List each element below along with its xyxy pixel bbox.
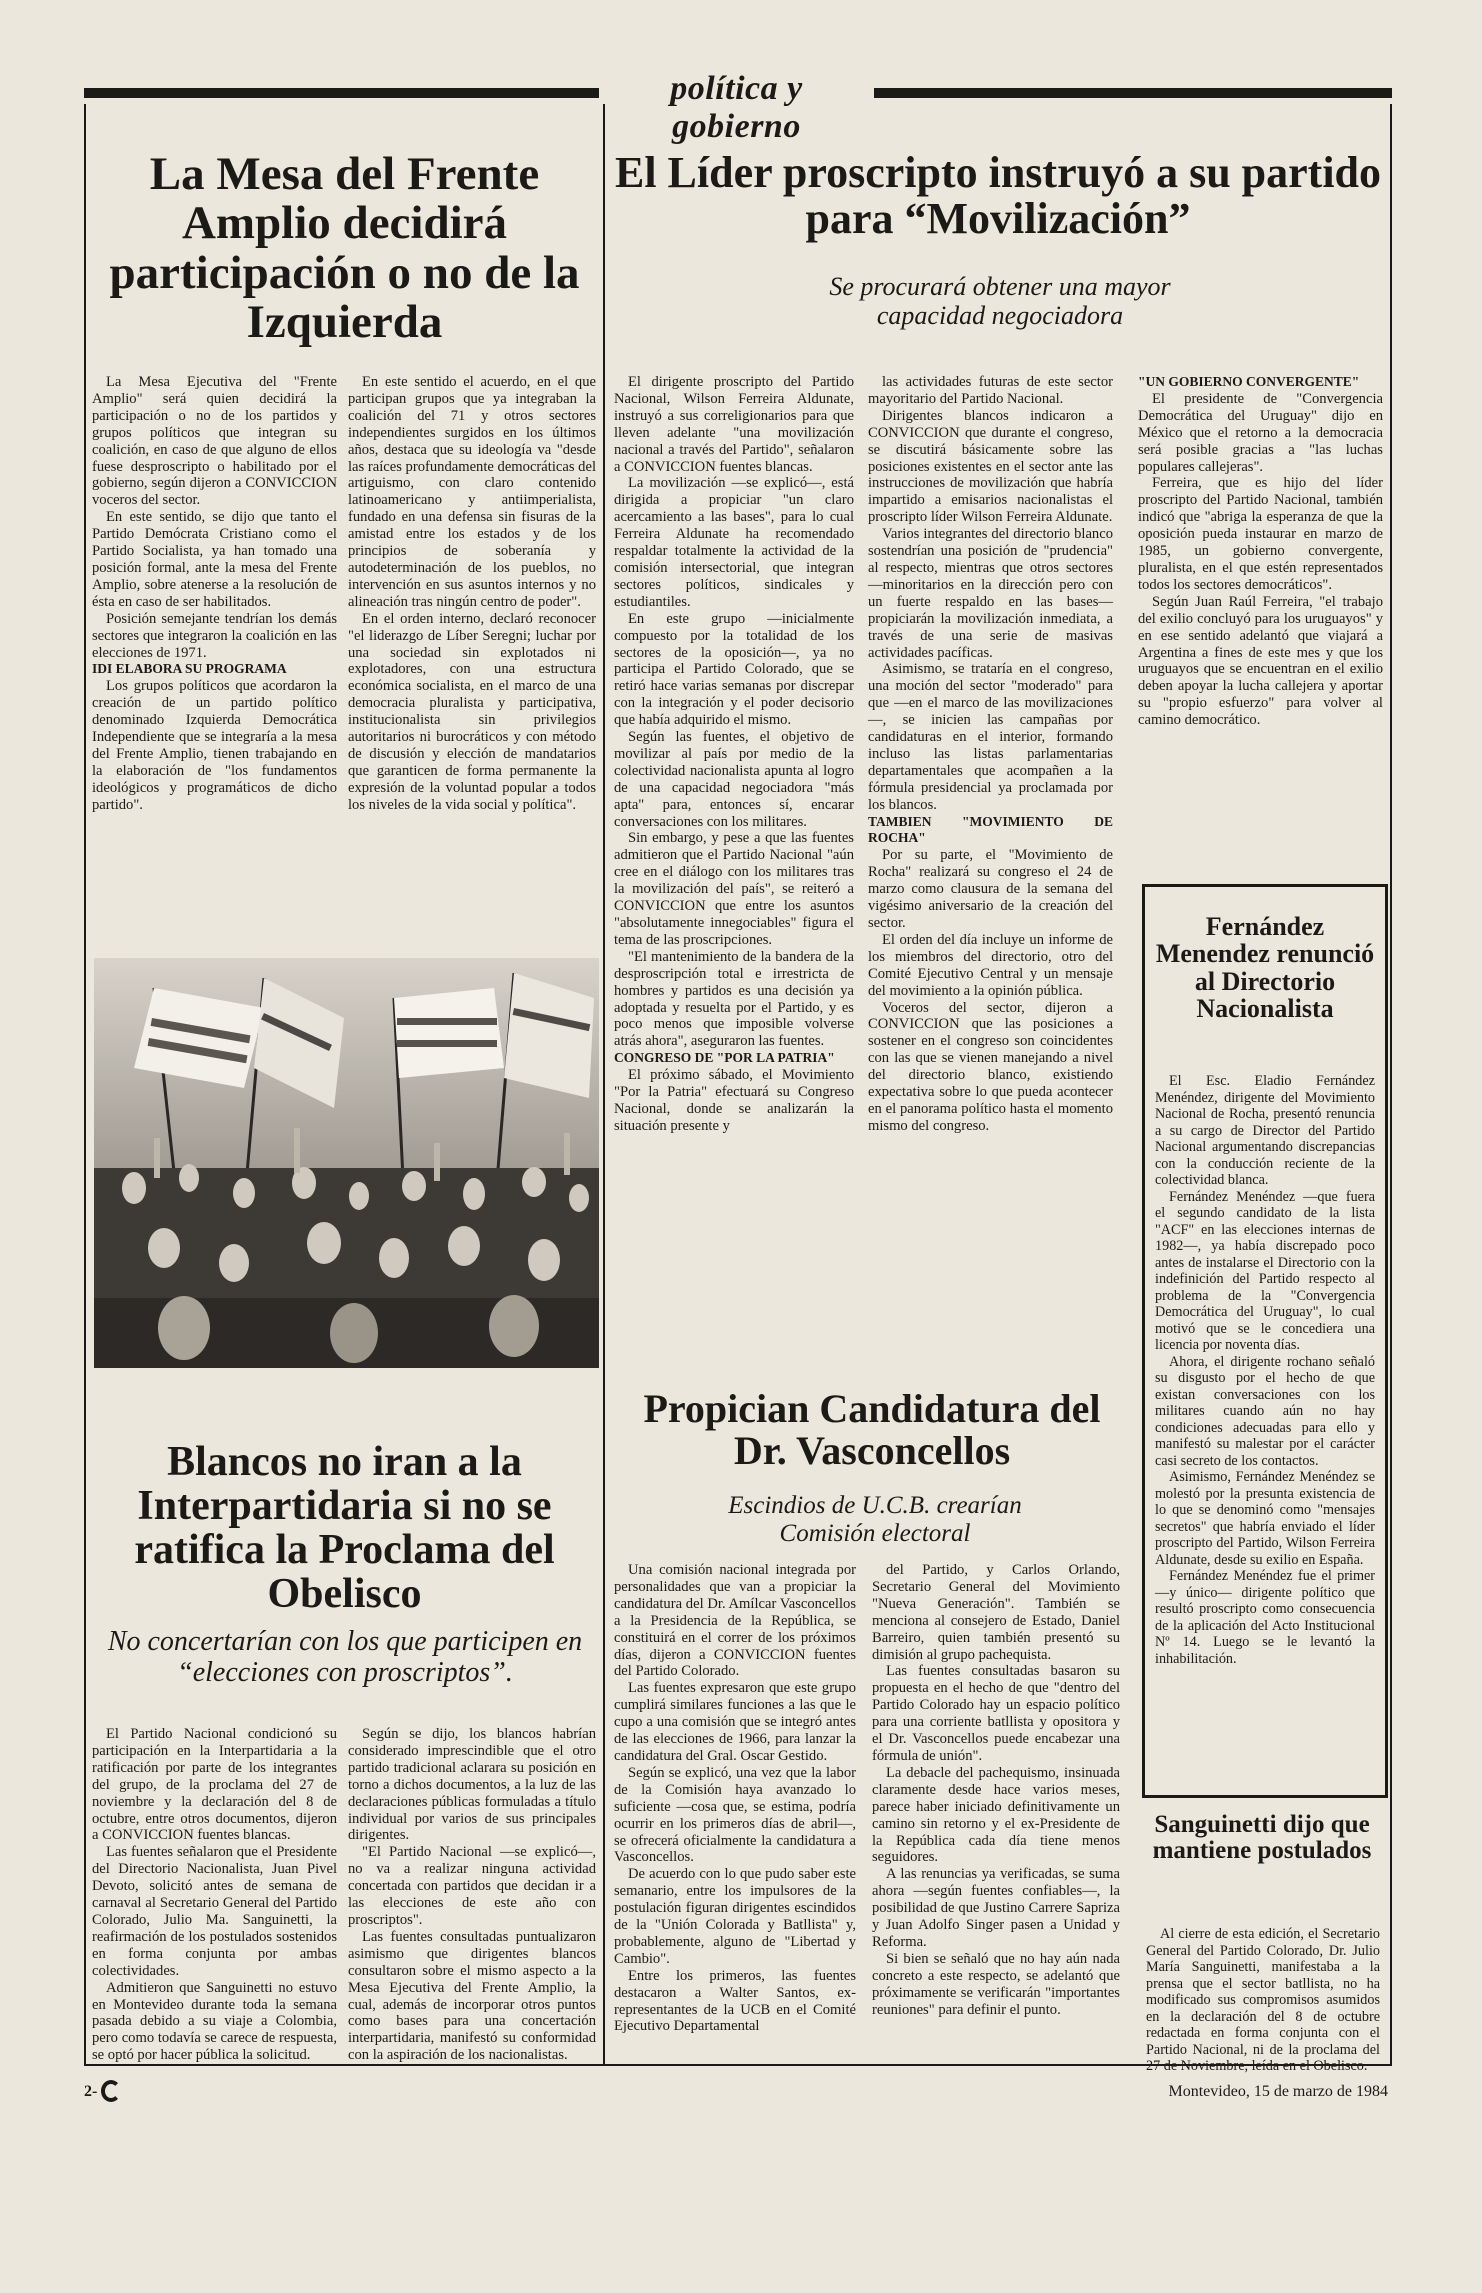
rally-photo <box>94 958 599 1368</box>
paragraph: Fernández Menéndez fue el primer —y único— dirigente político que resultó proscripto como consecuencia de la aplicación del Acto Institucional Nº 14. Luego se le levantó la inhabilitación. <box>1155 1568 1375 1667</box>
paragraph: Asimismo, Fernández Menéndez se molestó por la presunta existencia de lo que se denominó como "mensajes secretos" que habría enviado el líder proscripto del Partido, Wilson Ferreira Aldunate, desde su exilio en España. <box>1155 1469 1375 1568</box>
paragraph: Admitieron que Sanguinetti no estuvo en Montevideo durante toda la semana pasada debido a su viaje a Colombia, pero como todavía se carece de respuesta, se optó por hacer pública la solicitud. <box>92 1979 337 2064</box>
paragraph: Por su parte, el "Movimiento de Rocha" realizará su congreso el 24 de marzo como clausura de la semana del vigésimo aniversario de la creación del sector. <box>868 847 1113 931</box>
paragraph: Posición semejante tendrían los demás sectores que integraron la coalición en las elecciones de 1971. <box>92 610 337 661</box>
paragraph: Asimismo, se trataría en el congreso, una moción del sector "moderado" para que —en el marco de las movilizaciones—, se inicien las campañas por candidaturas en el interior, formando incluso las listas parlamentarias departamentales que acompañen a la fórmula presidencial ya proclamada por los blancos. <box>868 661 1113 813</box>
rally-photo-image <box>94 958 599 1368</box>
article2-deck: Se procurará obtener una mayor capacidad negociadora <box>829 272 1171 331</box>
newspaper-logo-icon <box>101 2080 121 2102</box>
article1-subhead: IDI ELABORA SU PROGRAMA <box>92 661 287 677</box>
article2-column-3 <box>1138 374 1383 729</box>
paragraph: Según Juan Raúl Ferreira, "el trabajo del exilio concluyó para los uruguayos" y en ese sentido adelantó que viajará a Argentina a fines de este mes y que los uruguayos que se encuentran en el exilio deben apoyar la lucha callejera y aportar su "propio esfuerzo" para volver al camino democrático. <box>1138 593 1383 729</box>
article5-body <box>1155 1073 1375 1667</box>
paragraph: "El mantenimiento de la bandera de la desproscripción total e irrestricta de hombres y partidos es una decisión ya adoptada y resuelta por el Partido, y es poco menos que imposible volverse atrás ahora", aseguraron las fuentes. <box>614 948 854 1050</box>
paragraph: Las fuentes expresaron que este grupo cumplirá similares funciones a las que le cupo a una comisión que se integró antes de las elecciones de 1966, para lanzar la candidatura del Gral. Oscar Gestido. <box>614 1680 856 1764</box>
paragraph: Dirigentes blancos indicaron a CONVICCION que durante el congreso, se discutirá básicamente sobre las posiciones existentes en el sector ante las instrucciones de movilización que habría impartido a emisarios nacionalistas el proscripto líder Wilson Ferreira Aldunate. <box>868 407 1113 526</box>
article2-column-2 <box>868 374 1113 1135</box>
section-rule-left <box>84 88 599 98</box>
article4-deck: Escindios de U.C.B. crearían Comisión electoral <box>728 1492 1022 1547</box>
article6-headline: Sanguinetti dijo que mantiene postulados <box>1152 1811 1372 1865</box>
paragraph: Varios integrantes del directorio blanco sostendrían una posición de "prudencia" al respecto, mientras que otros sectores —minoritarios en la dirección pero con un fuerte respaldo en las bases— propiciarán la movilización inmediata, a través de una serie de masivas actividades pacíficas. <box>868 526 1113 661</box>
paragraph: Las fuentes señalaron que el Presidente del Directorio Nacionalista, Juan Pivel Devoto, solicitó antes de semana de carnaval al Secretario General del Partido Colorado, Julio Ma. Sanguinetti, la reafirmación de los postulados sostenidos en forma conjunta por ambas colectividades. <box>92 1844 337 1979</box>
article1-column-2 <box>348 374 596 814</box>
article1-headline: La Mesa del Frente Amplio decidirá participación o no de la Izquierda <box>109 148 580 349</box>
dateline: Montevideo, 15 de marzo de 1984 <box>1168 2083 1388 2100</box>
paragraph: La Mesa Ejecutiva del "Frente Amplio" será quien decidirá la participación o no de los partidos y grupos políticos que integran su coalición, en caso de que alguno de ellos fuese desproscripto o habilitado por el gobierno, según dijeron a CONVICCION voceros del sector. <box>92 374 337 509</box>
paragraph: Las fuentes consultadas basaron su propuesta en el hecho de que "dentro del Partido Colorado hay un espacio político para una corriente batllista y opositora y el Dr. Vasconcellos puede encabezar una fórmula de unión". <box>872 1663 1120 1764</box>
paragraph: El próximo sábado, el Movimiento "Por la Patria" efectuará su Congreso Nacional, donde se analizarán la situación presente y <box>614 1067 854 1134</box>
paragraph: La movilización —se explicó—, está dirigida a propiciar "un claro acercamiento a las bases", para lo cual Ferreira Aldunate ha recomendado respaldar totalmente la actividad de la comisión intersectorial, que integran sectores políticos, sindicales y estudiantiles. <box>614 475 854 610</box>
article3-column-2 <box>348 1726 596 2064</box>
section-header <box>84 70 1392 145</box>
paragraph: Si bien se señaló que no hay aún nada concreto a este respecto, se adelantó que próximamente se verificarán "importantes reuniones" para definir el punto. <box>872 1950 1120 2018</box>
right-border-rule <box>1390 104 1392 2064</box>
article4-headline: Propician Candidatura del Dr. Vasconcellos <box>643 1386 1101 1473</box>
paragraph: Entre los primeros, las fuentes destacaron a Walter Santos, ex-representantes de la UCB en el Comité Ejecutivo Departamental <box>614 1967 856 2035</box>
page-number-text: 2- <box>84 2083 98 2100</box>
paragraph: El dirigente proscripto del Partido Nacional, Wilson Ferreira Aldunate, instruyó a sus correligionarios para que lleven adelante "una movilización nacional a través del Partido", señalaron a CONVICCION fuentes blancas. <box>614 374 854 475</box>
left-border-rule <box>84 104 86 2064</box>
paragraph: Según se explicó, una vez que la labor de la Comisión haya avanzado lo suficiente —cosa que, se estima, podría ocurrir en los primeros días de abril—, se ofrecerá oficialmente la candidatura a Vasconcellos. <box>614 1764 856 1866</box>
paragraph: Las fuentes consultadas puntualizaron asimismo que dirigentes blancos consultaron sobre el mismo aspecto a la Mesa Ejecutiva del Frente Amplio, la cual, además de incorporar otros puntos como bases para una concertación interpartidaria, manifestó su conformidad con la aspiración de los nacionalistas. <box>348 1928 596 2064</box>
paragraph: El presidente de "Convergencia Democrática del Uruguay" dijo en México que el retorno a la democracia será posible gracias a "las luchas populares callejeras". <box>1138 390 1383 475</box>
paragraph: En este sentido, se dijo que tanto el Partido Demócrata Cristiano como el Partido Socialista, ya han tomado una posición formal, ante la mesa del Frente Amplio, sobre atenerse a la resolución de ésta en caso de ser habilitados. <box>92 509 337 610</box>
section-rule-right <box>874 88 1392 98</box>
article2-subhead-rocha: TAMBIEN "MOVIMIENTO DE ROCHA" <box>868 813 1113 846</box>
paragraph: El orden del día incluye un informe de los miembros del directorio, otro del Comité Ejecutivo Central y un mensaje del movimiento a la opinión pública. <box>868 931 1113 999</box>
article4-column-2 <box>872 1562 1120 2018</box>
paragraph: En el orden interno, declaró reconocer "el liderazgo de Líber Seregni; luchar por una sociedad sin explotados ni explotadores, con una estructura económica socialista, en el marco de una democracia pluralista y participativa, institucionalista sin privilegios autoritarios ni burocráticos y con método de discusión y elección de mandatarios que garanticen de forma permanente la expresión de la voluntad popular a todos los niveles de la vida social y política". <box>348 610 596 813</box>
paragraph: Una comisión nacional integrada por personalidades que van a propiciar la candidatura del Dr. Amílcar Vasconcellos a la Presidencia de la República, se constituirá en el correr de los próximos días, dijeron a CONVICCION fuentes del Partido Colorado. <box>614 1562 856 1680</box>
paragraph: Ahora, el dirigente rochano señaló su disgusto por el hecho de que existan conversaciones con los militares cuando aún no hay condiciones adecuadas para ello y manifestó su malestar por el carácter casi secreto de los contactos. <box>1155 1353 1375 1469</box>
article2-subhead-congreso: CONGRESO DE "POR LA PATRIA" <box>614 1050 835 1066</box>
paragraph: De acuerdo con lo que pudo saber este semanario, entre los impulsores de la postulación figuran dirigentes escindidos de la "Unión Colorada y Batllista" y, probablemente, alguno de "Libertad y Cambio". <box>614 1866 856 1967</box>
article4-column-1 <box>614 1562 856 2035</box>
paragraph: Fernández Menéndez —que fuera el segundo candidato de la lista "ACF" en las elecciones internas de 1982—, ya había discrepado poco antes de instalarse el Directorio con la indefinición del Partido respecto al problema de la "Convergencia Democrática del Uruguay", lo cual motivó que se le concediera una licencia por noventa días. <box>1155 1188 1375 1353</box>
article5-box <box>1142 884 1388 1798</box>
paragraph: del Partido, y Carlos Orlando, Secretario General del Movimiento "Nueva Generación". También se menciona al consejero de Estado, Daniel Barreiro, quien también presentó su dimisión al grupo pachequista. <box>872 1562 1120 1663</box>
paragraph: Sin embargo, y pese a que las fuentes admitieron que el Partido Nacional "aún cree en el diálogo con los militares tras la movilización del país", se reiteró a CONVICCION que entre los asuntos "absolutamente innegociables" figura el tema de las proscripciones. <box>614 830 854 948</box>
paragraph: En este sentido el acuerdo, en el que participan grupos que ya integraban la coalición del 71 y otros sectores independientes surgidos en los últimos años, destaca que su ideología va "desde las raíces profundamente democráticas del artiguismo, con claro contenido latinoamericano y antiimperialista, fundado en una defensa sin fisuras de la amistad entre los estados y de los principios de soberanía y autodeterminación de los pueblos, no intervención en sus asuntos internos y no alineación tras ningún centro de poder". <box>348 374 596 610</box>
column-divider-main <box>603 104 605 2064</box>
article5-headline: Fernández Menendez renunció al Directorio Nacionalista <box>1155 912 1375 1023</box>
article2-subhead-gobierno: "UN GOBIERNO CONVERGENTE" <box>1138 374 1360 389</box>
paragraph: A las renuncias ya verificadas, se suma ahora —según fuentes confiables—, la posibilidad de que Justino Carrere Sapriza y Juan Adolfo Singer pasen a Unidad y Reforma. <box>872 1866 1120 1950</box>
article3-column-1 <box>92 1726 337 2064</box>
paragraph: Ferreira, que es hijo del líder proscripto del Partido Nacional, también indicó que "abriga la esperanza de que la oposición pueda instaurar en marzo de 1985, un gobierno convergente, pluralista, en el que estén representados todos los sectores democráticos". <box>1138 475 1383 593</box>
article2-column-1 <box>614 374 854 1135</box>
article3-headline: Blancos no iran a la Interpartidaria si no se ratifica la Proclama del Obelisco <box>134 1439 555 1618</box>
paragraph: El Partido Nacional condicionó su participación en la Interpartidaria a la ratificación por parte de los integrantes del grupo, de la proclama del 27 de noviembre y la declaración del 8 de octubre, entre otros documentos, dijeron a CONVICCION fuentes blancas. <box>92 1726 337 1844</box>
section-label: política y gobierno <box>670 70 803 145</box>
paragraph: El Esc. Eladio Fernández Menéndez, dirigente del Movimiento Nacional de Rocha, presentó renuncia a su cargo de Director del Partido Nacional argumentando discrepancias con la conducción reciente de la colectividad blanca. <box>1155 1073 1375 1188</box>
paragraph: Al cierre de esta edición, el Secretario General del Partido Colorado, Dr. Julio María Sanguinetti, manifestaba a la prensa que el sector batllista, no ha modificado sus compromisos asumidos en la declaración del 8 de octubre redactada en forma conjunta con el Partido Nacional, ni de la proclama del 27 de Noviembre, leída en el Obelisco. <box>1146 1926 1380 2074</box>
paragraph: Según las fuentes, el objetivo de movilizar al país por medio de la colectividad nacionalista apunta al logro de una capacidad negociadora "más apta" para, entonces sí, encarar conversaciones con los militares. <box>614 729 854 830</box>
paragraph: "El Partido Nacional —se explicó—, no va a realizar ninguna actividad concertada con partidos que decidan ir a las elecciones de este año con proscriptos". <box>348 1844 596 1928</box>
page-number <box>84 2080 121 2102</box>
article3-deck: No concertarían con los que participen en “elecciones con proscriptos”. <box>107 1626 583 1689</box>
article1-column-1 <box>92 374 337 814</box>
paragraph: Voceros del sector, dijeron a CONVICCION que las posiciones a sostener en el congreso son coincidentes con las que se vienen manejando a nivel del directorio blanco, existiendo expectativa sobre lo que pueda acontecer en el panorama político hasta el momento mismo del congreso. <box>868 999 1113 1134</box>
article2-headline: El Líder proscripto instruyó a su partido para “Movilización” <box>614 148 1382 244</box>
paragraph: Según se dijo, los blancos habrían considerado imprescindible que el otro partido tradicional aclarara su posición en torno a dichos documentos, a la luz de las declaraciones públicas formuladas a título individual por varios de sus principales dirigentes. <box>348 1726 596 1844</box>
article6-body <box>1146 1926 1380 2075</box>
paragraph: las actividades futuras de este sector mayoritario del Partido Nacional. <box>868 374 1113 407</box>
paragraph: En este grupo —inicialmente compuesto por la totalidad de los sectores de la oposición—, ya no participa el Partido Colorado, que se retiró hace varias semanas por discrepar con la integración y el poder decisorio que había adquirido el mismo. <box>614 610 854 729</box>
paragraph: Los grupos políticos que acordaron la creación de un partido político denominado Izquierda Democrática Independiente que se integraría a la mesa del Frente Amplio, tienen trabajando en la elaboración de "los fundamentos ideológicos y programáticos de dicho partido". <box>92 678 337 813</box>
paragraph: La debacle del pachequismo, insinuada claramente desde hace varios meses, parece haber iniciado definitivamente un camino sin retorno y el ex-Presidente de la República cada día tiene menos seguidores. <box>872 1764 1120 1866</box>
